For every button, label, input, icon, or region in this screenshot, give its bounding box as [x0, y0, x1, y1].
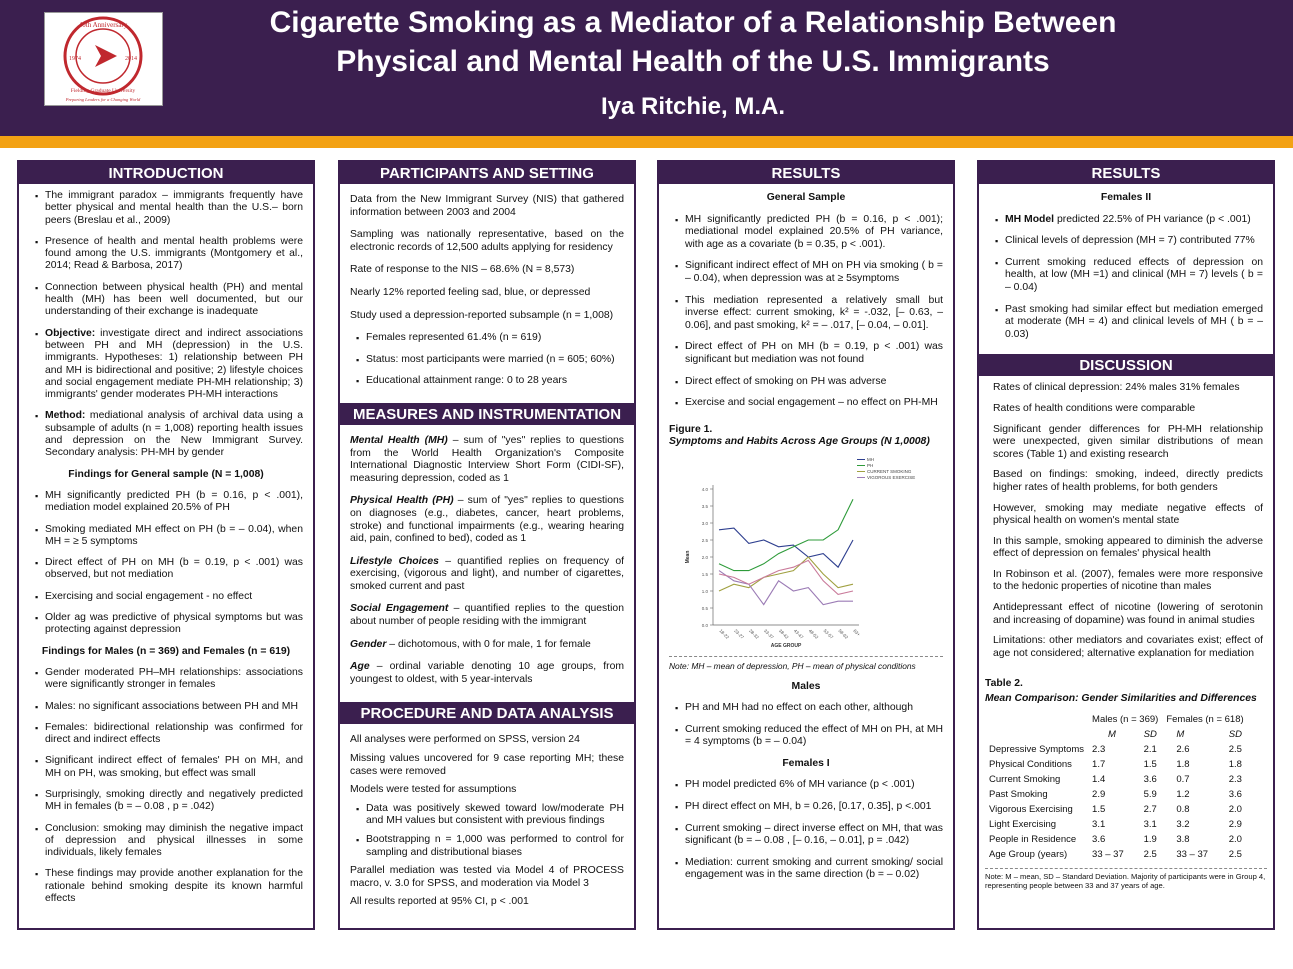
- intro-bullet: ▪ Connection between physical health (PH) and mental health (MH) has been well documented, but our understanding of their exchange is inadequate: [37, 282, 303, 319]
- discussion-para: Limitations: other mediators and covariates exist; effect of age not considered; alternative explanation for mediation: [993, 635, 1263, 659]
- general-result: ▪ Direct effect of smoking on PH was adverse: [677, 376, 943, 389]
- results-body: [659, 184, 953, 895]
- participants-bullet: ▪ Educational attainment range: 0 to 28 years: [358, 375, 624, 388]
- y-tick-label: 3.0: [701, 520, 708, 526]
- results-2-body: [979, 184, 1273, 354]
- measure-text: – sum of "yes" replies to questions on diagnoses (e.g., diabetes, cancer, heart problems, stroke) and functional impairments (e.g., wearing hearing aid, pain, confined to bed), coded as 1: [350, 495, 624, 545]
- procedure-heading: PROCEDURE AND DATA ANALYSIS: [340, 702, 634, 724]
- females-2-result: [997, 304, 1263, 342]
- measure-label: Social Engagement: [350, 603, 449, 615]
- title-line-2: Physical and Mental Health of the U.S. Immigrants: [336, 45, 1050, 78]
- row-sd-males: 2.1: [1143, 744, 1157, 756]
- procedure-para: Models were tested for assumptions: [350, 784, 517, 796]
- y-axis-label: Mean: [685, 550, 691, 564]
- poster-title: [170, 3, 1216, 81]
- discussion-para: Based on findings: smoking, indeed, directly predicts higher rates of health problems, for both genders: [993, 469, 1263, 493]
- females-2-result: [997, 257, 1263, 295]
- general-result: ▪ Exercise and social engagement – no effect on PH-MH: [677, 397, 943, 410]
- row-sd-males: 3.6: [1143, 774, 1157, 786]
- figure-title: Symptoms and Habits Across Age Groups (N 1,0008): [669, 436, 930, 448]
- introduction-column: [17, 160, 315, 930]
- row-m-males: 3.6: [1092, 834, 1106, 846]
- result-text: Past smoking had similar effect but mediation emerged at moderate (MH = 4) and clinical levels of MH ( b = – 0.03): [1005, 303, 1263, 340]
- discussion-para: In this sample, smoking appeared to diminish the adverse effect of depression on females' physical health: [993, 535, 1263, 560]
- table-title: Mean Comparison: Gender Similarities and Differences: [985, 693, 1257, 705]
- measure-item: [350, 603, 624, 628]
- general-finding: ▪ Older ag was predictive of physical symptoms but was protecting against depression: [37, 612, 303, 637]
- x-tick-label: 23-27: [733, 628, 745, 640]
- row-m-females: 1.8: [1176, 759, 1190, 771]
- procedure-bullet: ▪ Data was positively skewed toward low/moderate PH and MH values but consistent with previous findings: [358, 803, 624, 828]
- table-row: [985, 847, 1248, 862]
- x-tick-label: 63+: [852, 628, 862, 638]
- table-row: [985, 832, 1248, 847]
- x-tick-label: 28-32: [748, 628, 760, 640]
- general-sample-heading: General Sample: [766, 192, 846, 203]
- males-result: ▪ Current smoking reduced the effect of MH on PH, at MH = 4 symptoms (b = – 0.04): [677, 724, 943, 749]
- general-results-list: [669, 214, 943, 410]
- gender-finding: ▪ Males: no significant associations between PH and MH: [37, 701, 303, 713]
- row-sd-females: 2.0: [1228, 834, 1242, 846]
- results-column: [657, 160, 955, 930]
- row-sd-females: 2.5: [1228, 744, 1242, 756]
- row-sd-males: 5.9: [1143, 789, 1157, 801]
- measure-item: [350, 639, 624, 652]
- logo-tagline: Preparing Leaders for a Changing World: [65, 97, 141, 102]
- table-row: [985, 787, 1248, 802]
- method-label: Method:: [45, 410, 86, 422]
- objective-label: Objective:: [45, 327, 96, 339]
- gender-finding: ▪ Gender moderated PH–MH relationships: associations were significantly stronger in females: [37, 667, 303, 692]
- author-name: Iya Ritchie, M.A.: [600, 93, 786, 120]
- discussion-para: Significant gender differences for PH-MH relationship were unexpected, given similar distributions of mean scores (Table 1) and existing research: [993, 423, 1263, 460]
- intro-bullet: ▪ Presence of health and mental health problems were found among the U.S. immigrants (Montgomery et al., 2014; Read & Barbosa, 2017): [37, 236, 303, 273]
- procedure-para: Missing values uncovered for 9 case reporting MH; these cases were removed: [350, 753, 624, 777]
- gender-finding: ▪ These findings may provide another explanation for the rationale behind smoking despite its known harmful effects: [37, 868, 303, 905]
- series-line-4: [719, 571, 853, 605]
- measure-text: – quantified replies to the question about number of people residing with the immigrant: [350, 603, 624, 628]
- row-name: Past Smoking: [989, 789, 1048, 801]
- row-sd-females: 3.6: [1228, 789, 1242, 801]
- discussion-para: Rates of health conditions were comparable: [993, 402, 1196, 414]
- males-results-list: [669, 702, 943, 749]
- results-heading: RESULTS: [659, 162, 953, 184]
- row-name: Age Group (years): [989, 849, 1068, 861]
- age-group-line-chart: [669, 449, 945, 649]
- procedure-list: [350, 803, 624, 859]
- measure-item: [350, 495, 624, 545]
- participants-list: [350, 332, 624, 388]
- figure-note: Note: MH – mean of depression, PH – mean of physical conditions: [669, 660, 916, 671]
- result-text: Current smoking reduced effects of depression on health, at low (MH =1) and clinical (MH = 7) levels ( b = – 0.04): [1005, 256, 1263, 293]
- row-sd-females: 1.8: [1228, 759, 1242, 771]
- objective-bullet: [37, 328, 303, 402]
- table-group-header: [985, 712, 1248, 727]
- row-name: People in Residence: [989, 834, 1077, 846]
- row-m-males: 1.5: [1092, 804, 1106, 816]
- general-result: ▪ MH significantly predicted PH (b = 0.16, p < .001); mediational model explained 20.5% of PH variance, with age as a covariate (b = 0.35, p < .001).: [677, 214, 943, 252]
- row-sd-females: 2.0: [1228, 804, 1242, 816]
- procedure-para: All results reported at 95% CI, p < .001: [350, 896, 529, 908]
- poster-header: [0, 0, 1293, 136]
- general-finding: ▪ Smoking mediated MH effect on PH (b = – 0.04), when MH = ≥ 5 symptoms: [37, 524, 303, 549]
- legend-label: MH: [867, 456, 874, 462]
- y-tick-label: 0.0: [701, 622, 708, 628]
- row-m-females: 33 – 37: [1176, 849, 1209, 861]
- measure-label: Mental Health (MH): [350, 434, 448, 446]
- series-line-5: [719, 560, 853, 594]
- table-note: Note: M – mean, SD – Standard Deviation. Majority of participants were in Group 4, representing people between 33 and 37 years of age.: [985, 872, 1266, 891]
- discussion-para: Rates of clinical depression: 24% males 31% females: [993, 382, 1240, 394]
- row-m-females: 2.6: [1176, 744, 1190, 756]
- row-sd-males: 1.9: [1143, 834, 1157, 846]
- findings-general-heading: Findings for General sample (N = 1,008): [68, 468, 264, 480]
- y-tick-label: 4.0: [701, 486, 708, 492]
- row-sd-males: 2.5: [1143, 849, 1157, 861]
- method-bullet: [37, 410, 303, 459]
- general-finding: ▪ Exercising and social engagement - no effect: [37, 591, 303, 603]
- x-tick-label: 33-37: [762, 628, 775, 640]
- procedure-para: Parallel mediation was tested via Model 4 of PROCESS macro, v. 3.0 for SPSS, and moderation via Model 3: [350, 865, 624, 889]
- row-m-males: 33 – 37: [1092, 849, 1124, 861]
- result-text: predicted 22.5% of PH variance (p < .001): [1054, 213, 1251, 225]
- row-name: Depressive Symptoms: [989, 744, 1085, 756]
- result-bold: MH Model: [1005, 213, 1055, 225]
- y-tick-label: 2.5: [701, 537, 708, 543]
- col-sd-males: SD: [1143, 729, 1157, 741]
- participants-para: Sampling was nationally representative, based on the electronic records of 12,500 adults applying for residency: [350, 229, 624, 253]
- row-sd-females: 2.3: [1228, 774, 1242, 786]
- row-m-females: 0.7: [1176, 774, 1190, 786]
- males-group-label: Males (n = 369): [1092, 714, 1159, 726]
- row-m-females: 3.2: [1176, 819, 1190, 831]
- x-tick-label: 43-47: [792, 628, 805, 640]
- row-m-females: 0.8: [1176, 804, 1190, 816]
- x-axis-label: AGE GROUP: [770, 642, 802, 649]
- y-tick-label: 3.5: [701, 503, 708, 509]
- findings-gender-heading: Findings for Males (n = 369) and Females (n = 619): [41, 645, 291, 657]
- introduction-body: [19, 184, 313, 918]
- participants-body: [340, 184, 634, 401]
- measure-item: [350, 661, 624, 686]
- table-row: [985, 772, 1248, 787]
- participants-para: Study used a depression-reported subsample (n = 1,008): [350, 309, 614, 321]
- result-text: Clinical levels of depression (MH = 7) contributed 77%: [1005, 235, 1255, 247]
- table-row: [985, 802, 1248, 817]
- measure-text: – ordinal variable denoting 10 age groups, from youngest to oldest, with 5 year-intervals: [350, 661, 624, 685]
- table-row: [985, 742, 1248, 757]
- females-1-result: ▪ PH direct effect on MH, b = 0.26, [0.17, 0.35], p <.001: [677, 801, 943, 814]
- females-1-result: ▪ PH model predicted 6% of MH variance (p < .001): [677, 779, 943, 792]
- males-result: ▪ PH and MH had no effect on each other, although: [677, 702, 943, 715]
- gender-finding: ▪ Females: bidirectional relationship was confirmed for direct and indirect effects: [37, 722, 303, 747]
- row-m-females: 1.2: [1176, 789, 1190, 801]
- gender-table-section: [979, 670, 1273, 890]
- measure-label: Physical Health (PH): [350, 495, 454, 507]
- col-m-males: M: [1108, 729, 1116, 741]
- discussion-para: In Robinson et al. (2007), females were more responsive to the hedonic properties of nicotine than males: [993, 568, 1263, 593]
- participants-para: Rate of response to the NIS – 68.6% (N = 8,573): [350, 264, 575, 276]
- row-sd-males: 2.7: [1143, 804, 1157, 816]
- general-findings-list: [29, 490, 303, 637]
- table-row: [985, 757, 1248, 772]
- procedure-body: [340, 724, 634, 919]
- logo-year-start: 1974: [69, 56, 81, 62]
- table-label: Table 2.: [985, 678, 1023, 690]
- row-m-males: 1.4: [1092, 774, 1106, 786]
- row-name: Current Smoking: [989, 774, 1061, 786]
- measure-label: Gender: [350, 638, 387, 650]
- females-1-result: ▪ Mediation: current smoking and current smoking/ social engagement was in the same direction (b = – 0.02): [677, 857, 943, 882]
- y-tick-label: 0.5: [701, 605, 708, 611]
- objective-text: investigate direct and indirect associations between PH and MH (depression) in the U.S. immigrants. Hypotheses: 1) relationship between PH and MH is bidirectional and positive; 2) lifestyle choices and social engagement mediate PH-MH relationship; 3) immigrants' gender moderates PH-MH interactions: [45, 327, 303, 401]
- row-m-males: 2.9: [1092, 789, 1106, 801]
- x-tick-label: 58-62: [837, 628, 850, 640]
- anniversary-seal-icon: [45, 13, 162, 105]
- row-m-males: 1.7: [1092, 759, 1106, 771]
- y-tick-label: 1.0: [701, 588, 708, 594]
- general-finding: ▪ Direct effect of PH on MH (b = 0.19, p < .001) was observed, but not mediation: [37, 557, 303, 582]
- procedure-bullet: ▪ Bootstrapping n = 1,000 was performed to control for sampling and distributional biases: [358, 834, 624, 859]
- y-tick-label: 1.5: [701, 571, 708, 577]
- females-1-heading: Females I: [782, 757, 830, 769]
- gender-finding: ▪ Significant indirect effect of females' PH on MH, and MH on PH, was smoking, but effect was small: [37, 755, 303, 780]
- females-1-results-list: [669, 779, 943, 882]
- row-sd-females: 2.9: [1228, 819, 1242, 831]
- legend-label: PH: [867, 462, 874, 468]
- participants-para: Data from the New Immigrant Survey (NIS) that gathered information between 2003 and 2004: [350, 194, 624, 218]
- methods-column: [338, 160, 636, 930]
- row-m-females: 3.8: [1176, 834, 1190, 846]
- gender-finding: ▪ Surprisingly, smoking directly and negatively predicted MH in females (b = – 0.08 , p = .042): [37, 789, 303, 814]
- gender-finding: ▪ Conclusion: smoking may diminish the negative impact of depression and physical illnesses in some individuals, likely females: [37, 823, 303, 860]
- measure-text: – dichotomous, with 0 for male, 1 for female: [386, 638, 591, 650]
- table-column-header: [985, 727, 1248, 742]
- row-sd-males: 3.1: [1143, 819, 1157, 831]
- general-finding: ▪ MH significantly predicted PH (b = 0.16, p < .001), mediation model explained 20.5% of PH: [37, 490, 303, 515]
- row-name: Light Exercising: [989, 819, 1057, 831]
- legend-label: CURRENT SMOKING: [867, 468, 912, 474]
- figure-label: Figure 1.: [669, 423, 713, 435]
- logo-university-name: Fielding Graduate University: [70, 88, 136, 94]
- intro-bullet: ▪ The immigrant paradox – immigrants frequently have better physical and mental health than the U.S.– born peers (Breslau et al., 2009): [37, 190, 303, 227]
- measure-label: Age: [350, 661, 370, 673]
- general-result: ▪ This mediation represented a relatively small but inverse effect: current smoking, k² = -.032, [– 0.63, – 0.06], and past smoking, k² = – .017, [– 0.04, – 0.01].: [677, 295, 943, 333]
- row-m-males: 2.3: [1092, 744, 1106, 756]
- title-line-1: Cigarette Smoking as a Mediator of a Relationship Between: [269, 6, 1117, 39]
- measure-label: Lifestyle Choices: [350, 555, 439, 567]
- measure-text: – sum of "yes" replies to questions from the World Health Organization's Composite International Diagnostic Interview Short Form (CIDI-SF), measuring depression, coded as 1: [350, 434, 624, 484]
- gender-findings-list: [29, 667, 303, 905]
- col-m-females: M: [1176, 729, 1185, 741]
- procedure-para: All analyses were performed on SPSS, version 24: [350, 734, 580, 746]
- discussion-para: Antidepressant effect of nicotine (lowering of serotonin and increasing of dopamine) was found in animal studies: [993, 602, 1263, 626]
- females-1-result: ▪ Current smoking – direct inverse effect on MH, that was significant (b = – 0.08 , [– 0.16, – 0.01], p = .042): [677, 823, 943, 848]
- discussion-para: However, smoking may mediate negative effects of physical health on women's mental state: [993, 502, 1263, 527]
- discussion-body: [979, 376, 1273, 670]
- results-2-heading: RESULTS: [979, 162, 1273, 184]
- x-tick-label: 53-57: [822, 628, 835, 640]
- intro-list: [29, 190, 303, 460]
- males-heading: Males: [791, 680, 821, 692]
- gender-comparison-table: [985, 712, 1248, 862]
- university-logo: [44, 12, 163, 106]
- row-sd-females: 2.5: [1228, 849, 1242, 861]
- participants-bullet: ▪ Status: most participants were married (n = 605; 60%): [358, 354, 624, 367]
- females-2-result: [997, 235, 1263, 248]
- measures-heading: MEASURES AND INSTRUMENTATION: [340, 403, 634, 425]
- participants-para: Nearly 12% reported feeling sad, blue, or depressed: [350, 286, 591, 298]
- females-2-results-list: [989, 214, 1263, 342]
- measure-text: – quantified replies on frequency of exercising, (vigorous and light), and number of cigarettes, smoked current and past: [350, 555, 624, 592]
- females-2-heading: Females II: [1100, 192, 1152, 203]
- measures-body: [340, 425, 634, 701]
- measure-item: [350, 556, 624, 594]
- females-group-label: Females (n = 618): [1166, 714, 1244, 726]
- row-sd-males: 1.5: [1143, 759, 1157, 771]
- method-text: mediational analysis of archival data using a subsample of adults (n = 1,008) reporting health issues and depression on the New Immigrant Survey. Secondary analysis: PH-MH by gender: [45, 410, 303, 459]
- table-row: [985, 817, 1248, 832]
- females-2-result: [997, 214, 1263, 227]
- logo-year-end: 2014: [125, 56, 137, 62]
- participants-bullet: ▪ Females represented 61.4% (n = 619): [358, 332, 624, 345]
- y-tick-label: 2.0: [701, 554, 708, 560]
- general-result: ▪ Significant indirect effect of MH on PH via smoking ( b = – 0.04), when depression was at ≥ 5symptoms: [677, 260, 943, 285]
- row-name: Vigorous Exercising: [989, 804, 1073, 816]
- x-tick-label: 38-42: [777, 628, 790, 640]
- measure-item: [350, 435, 624, 485]
- legend-label: VIGOROUS EXERCISE: [867, 474, 916, 480]
- header-accent-stripe: [0, 136, 1293, 148]
- series-line-2: [719, 499, 853, 570]
- discussion-column: [977, 160, 1275, 930]
- col-sd-females: SD: [1228, 729, 1242, 741]
- row-m-males: 3.1: [1092, 819, 1106, 831]
- general-result: ▪ Direct effect of PH on MH (b = 0.19, p < .001) was significant but mediation was not found: [677, 341, 943, 366]
- introduction-heading: INTRODUCTION: [19, 162, 313, 184]
- logo-anniversary-text: 40th Anniversary: [78, 21, 128, 29]
- x-tick-label: 18-22: [718, 628, 730, 640]
- x-tick-label: 48-52: [807, 628, 820, 640]
- discussion-heading: DISCUSSION: [979, 354, 1273, 376]
- row-name: Physical Conditions: [989, 759, 1072, 771]
- participants-heading: PARTICIPANTS AND SETTING: [340, 162, 634, 184]
